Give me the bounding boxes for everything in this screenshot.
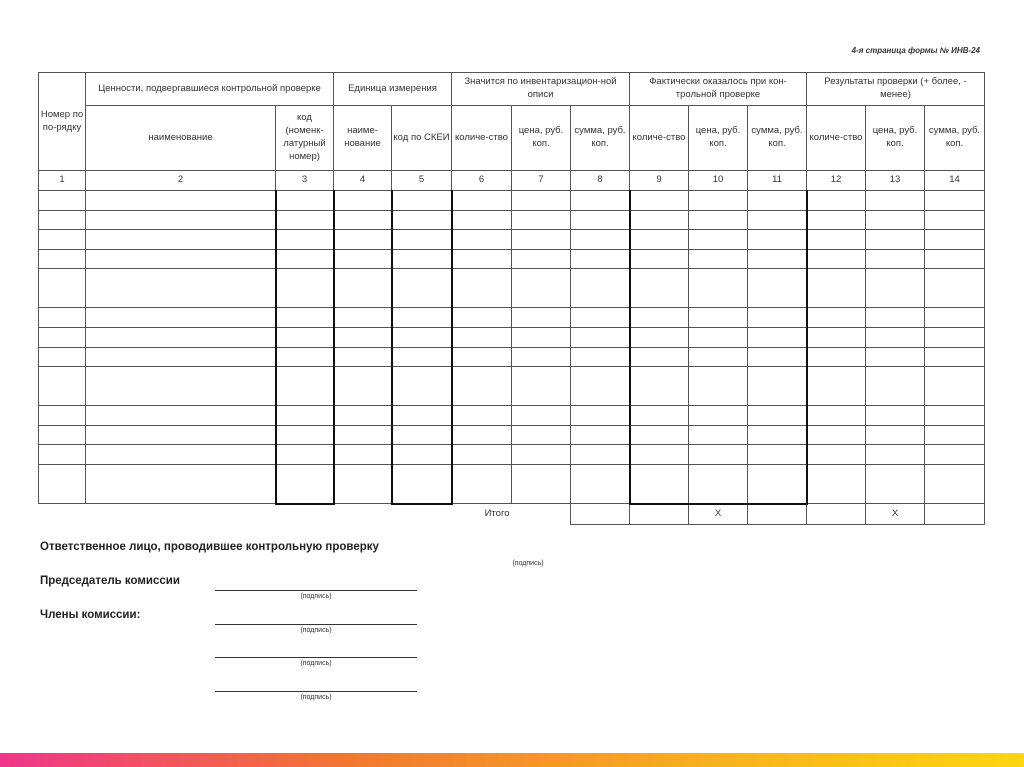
table-row — [39, 327, 985, 347]
table-cell[interactable] — [39, 464, 86, 504]
table-cell[interactable] — [392, 230, 452, 250]
table-cell[interactable] — [689, 191, 748, 211]
table-cell[interactable] — [86, 308, 276, 328]
table-cell[interactable] — [571, 308, 630, 328]
table-cell[interactable] — [334, 308, 392, 328]
table-cell[interactable] — [807, 230, 866, 250]
table-cell[interactable] — [39, 367, 86, 406]
column-number: 14 — [925, 171, 985, 191]
table-row — [39, 269, 985, 308]
table-cell[interactable] — [748, 249, 807, 269]
table-cell[interactable] — [748, 445, 807, 465]
table-cell[interactable] — [571, 269, 630, 308]
table-cell[interactable] — [452, 425, 512, 445]
table-cell[interactable] — [452, 308, 512, 328]
header-res-sum: сумма, руб. коп. — [925, 106, 985, 171]
header-act-quantity: количе-ство — [630, 106, 689, 171]
table-cell[interactable] — [748, 269, 807, 308]
table-cell[interactable] — [925, 249, 985, 269]
table-cell[interactable] — [452, 191, 512, 211]
table-cell[interactable] — [866, 367, 925, 406]
table-cell[interactable] — [571, 425, 630, 445]
table-cell[interactable] — [512, 445, 571, 465]
table-row — [39, 425, 985, 445]
table-cell[interactable] — [276, 269, 334, 308]
table-cell[interactable] — [452, 464, 512, 504]
table-cell[interactable] — [866, 464, 925, 504]
header-code: код (номенк-латурный номер) — [276, 106, 334, 171]
table-cell[interactable] — [86, 327, 276, 347]
column-number: 3 — [276, 171, 334, 191]
table-cell[interactable] — [512, 308, 571, 328]
table-row — [39, 210, 985, 230]
member-signature-line[interactable] — [215, 643, 417, 658]
table-cell[interactable] — [925, 327, 985, 347]
column-number: 2 — [86, 171, 276, 191]
table-cell[interactable] — [276, 406, 334, 426]
table-cell[interactable] — [807, 269, 866, 308]
table-cell[interactable] — [630, 367, 689, 406]
header-unit: Единица измерения — [334, 73, 452, 106]
table-cell[interactable] — [86, 249, 276, 269]
header-row-number: Номер по по-рядку — [39, 73, 86, 171]
signature-caption: (подпись) — [300, 694, 332, 701]
table-cell[interactable] — [452, 327, 512, 347]
header-res-price: цена, руб. коп. — [866, 106, 925, 171]
table-cell[interactable] — [39, 425, 86, 445]
table-cell[interactable] — [276, 191, 334, 211]
signature-caption: (подпись) — [300, 593, 332, 600]
signature-caption: (подпись) — [300, 627, 332, 634]
table-cell[interactable] — [866, 406, 925, 426]
table-cell[interactable] — [512, 406, 571, 426]
table-cell[interactable] — [392, 327, 452, 347]
table-cell[interactable] — [689, 464, 748, 504]
table-cell[interactable] — [392, 347, 452, 367]
table-cell[interactable] — [630, 464, 689, 504]
table-cell[interactable] — [452, 230, 512, 250]
table-cell[interactable] — [689, 367, 748, 406]
table-cell[interactable] — [512, 269, 571, 308]
table-cell[interactable] — [392, 210, 452, 230]
signature-caption: (подпись) — [300, 660, 332, 667]
table-cell[interactable] — [276, 308, 334, 328]
table-cell[interactable] — [807, 347, 866, 367]
table-cell[interactable] — [334, 249, 392, 269]
table-cell[interactable] — [571, 347, 630, 367]
table-cell[interactable] — [748, 406, 807, 426]
table-cell[interactable] — [512, 230, 571, 250]
table-cell[interactable] — [925, 210, 985, 230]
table-cell[interactable] — [807, 191, 866, 211]
table-cell[interactable] — [866, 191, 925, 211]
column-numbers-row — [39, 171, 985, 191]
table-row — [39, 367, 985, 406]
table-cell[interactable] — [748, 327, 807, 347]
table-row — [39, 445, 985, 465]
table-cell[interactable] — [334, 191, 392, 211]
table-cell[interactable] — [276, 210, 334, 230]
table-cell[interactable] — [392, 191, 452, 211]
table-cell[interactable] — [276, 367, 334, 406]
table-cell[interactable] — [452, 406, 512, 426]
table-cell[interactable] — [452, 445, 512, 465]
table-cell[interactable] — [276, 445, 334, 465]
table-cell[interactable] — [807, 327, 866, 347]
table-row — [39, 347, 985, 367]
table-cell[interactable] — [86, 191, 276, 211]
table-cell[interactable] — [86, 445, 276, 465]
total-cell[interactable] — [630, 504, 689, 525]
table-cell[interactable] — [39, 269, 86, 308]
table-cell[interactable] — [276, 425, 334, 445]
table-cell[interactable] — [571, 230, 630, 250]
table-row — [39, 191, 985, 211]
table-cell[interactable] — [925, 308, 985, 328]
column-number: 4 — [334, 171, 392, 191]
table-cell[interactable] — [748, 230, 807, 250]
table-cell[interactable] — [630, 269, 689, 308]
table-cell[interactable] — [807, 308, 866, 328]
table-cell[interactable] — [689, 347, 748, 367]
table-cell[interactable] — [630, 445, 689, 465]
table-cell[interactable] — [748, 210, 807, 230]
inventory-check-table — [38, 72, 985, 525]
table-cell[interactable] — [276, 464, 334, 504]
table-cell[interactable] — [807, 445, 866, 465]
column-number: 1 — [39, 171, 86, 191]
table-cell[interactable] — [334, 445, 392, 465]
table-cell[interactable] — [334, 327, 392, 347]
table-cell[interactable] — [452, 347, 512, 367]
table-cell[interactable] — [392, 249, 452, 269]
table-cell[interactable] — [571, 249, 630, 269]
table-cell[interactable] — [334, 406, 392, 426]
header-inv-quantity: количе-ство — [452, 106, 512, 171]
table-cell[interactable] — [630, 230, 689, 250]
column-number: 6 — [452, 171, 512, 191]
table-cell[interactable] — [512, 425, 571, 445]
table-cell[interactable] — [39, 230, 86, 250]
table-cell[interactable] — [86, 406, 276, 426]
table-cell[interactable] — [807, 406, 866, 426]
form-title: 4-я страница формы № ИНВ-24 — [851, 46, 980, 55]
table-cell[interactable] — [452, 269, 512, 308]
table-cell[interactable] — [512, 249, 571, 269]
table-cell[interactable] — [392, 406, 452, 426]
table-cell[interactable] — [748, 464, 807, 504]
table-cell[interactable] — [39, 406, 86, 426]
header-unit-name: наиме-нование — [334, 106, 392, 171]
table-cell[interactable] — [689, 230, 748, 250]
table-cell[interactable] — [571, 210, 630, 230]
table-row — [39, 308, 985, 328]
member-signature-line[interactable] — [215, 677, 417, 692]
table-cell[interactable] — [392, 367, 452, 406]
table-row — [39, 464, 985, 504]
table-cell[interactable] — [512, 464, 571, 504]
table-cell[interactable] — [925, 464, 985, 504]
table-cell[interactable] — [39, 191, 86, 211]
table-cell[interactable] — [392, 445, 452, 465]
table-cell[interactable] — [807, 464, 866, 504]
table-cell[interactable] — [86, 269, 276, 308]
table-cell[interactable] — [512, 347, 571, 367]
table-cell[interactable] — [512, 327, 571, 347]
table-cell[interactable] — [276, 347, 334, 367]
table-cell[interactable] — [689, 249, 748, 269]
table-cell[interactable] — [807, 210, 866, 230]
table-body — [39, 191, 985, 504]
table-cell[interactable] — [39, 210, 86, 230]
table-cell[interactable] — [39, 445, 86, 465]
table-cell[interactable] — [630, 191, 689, 211]
column-number: 7 — [512, 171, 571, 191]
header-inv-price: цена, руб. коп. — [512, 106, 571, 171]
table-cell[interactable] — [866, 249, 925, 269]
table-cell[interactable] — [689, 425, 748, 445]
table-cell[interactable] — [748, 347, 807, 367]
table-cell[interactable] — [86, 425, 276, 445]
total-cell[interactable] — [571, 504, 630, 525]
table-cell[interactable] — [866, 445, 925, 465]
responsible-person-label: Ответственное лицо, проводившее контрольную проверку — [40, 541, 379, 553]
table-cell[interactable] — [866, 210, 925, 230]
table-cell[interactable] — [571, 191, 630, 211]
table-cell[interactable] — [334, 464, 392, 504]
table-cell[interactable] — [512, 367, 571, 406]
footer-gradient-bar — [0, 753, 1024, 767]
table-cell[interactable] — [748, 425, 807, 445]
table-cell[interactable] — [866, 327, 925, 347]
table-cell[interactable] — [86, 367, 276, 406]
header-act-price: цена, руб. коп. — [689, 106, 748, 171]
table-cell[interactable] — [748, 367, 807, 406]
table-cell[interactable] — [392, 425, 452, 445]
table-cell[interactable] — [571, 367, 630, 406]
header-okei-code: код по СКЕИ — [392, 106, 452, 171]
table-cell[interactable] — [452, 210, 512, 230]
table-cell[interactable] — [630, 347, 689, 367]
table-cell[interactable] — [571, 327, 630, 347]
table-cell[interactable] — [630, 249, 689, 269]
table-cell[interactable] — [86, 347, 276, 367]
member-signature-line[interactable] — [215, 610, 417, 625]
table-cell[interactable] — [39, 327, 86, 347]
table-cell[interactable] — [39, 249, 86, 269]
table-cell[interactable] — [571, 464, 630, 504]
table-cell[interactable] — [512, 210, 571, 230]
table-cell[interactable] — [334, 269, 392, 308]
table-cell[interactable] — [392, 269, 452, 308]
table-cell[interactable] — [925, 191, 985, 211]
column-number: 12 — [807, 171, 866, 191]
total-mark: X — [689, 504, 748, 525]
table-cell[interactable] — [925, 347, 985, 367]
table-cell[interactable] — [39, 308, 86, 328]
header-valuables: Ценности, подвергавшиеся контрольной проверке — [86, 73, 334, 106]
table-cell[interactable] — [86, 230, 276, 250]
table-cell[interactable] — [86, 464, 276, 504]
table-cell[interactable] — [334, 347, 392, 367]
table-cell[interactable] — [866, 269, 925, 308]
total-row — [39, 504, 985, 525]
column-number: 13 — [866, 171, 925, 191]
table-cell[interactable] — [925, 367, 985, 406]
table-cell[interactable] — [630, 210, 689, 230]
header-inv-sum: сумма, руб. коп. — [571, 106, 630, 171]
table-cell[interactable] — [39, 347, 86, 367]
table-cell[interactable] — [571, 445, 630, 465]
header-act-sum: сумма, руб. коп. — [748, 106, 807, 171]
table-cell[interactable] — [807, 249, 866, 269]
table-cell[interactable] — [807, 425, 866, 445]
table-cell[interactable] — [925, 269, 985, 308]
header-name: наименование — [86, 106, 276, 171]
table-cell[interactable] — [748, 191, 807, 211]
table-cell[interactable] — [276, 327, 334, 347]
column-number: 11 — [748, 171, 807, 191]
table-cell[interactable] — [689, 406, 748, 426]
table-cell[interactable] — [630, 308, 689, 328]
table-cell[interactable] — [689, 327, 748, 347]
header-inventory-list: Значится по инвентаризацион-ной описи — [452, 73, 630, 106]
total-mark: X — [866, 504, 925, 525]
table-cell[interactable] — [630, 327, 689, 347]
column-number: 8 — [571, 171, 630, 191]
table-cell[interactable] — [334, 230, 392, 250]
header-actual: Фактически оказалось при кон-трольной проверке — [630, 73, 807, 106]
table-cell[interactable] — [925, 406, 985, 426]
table-cell[interactable] — [630, 425, 689, 445]
table-cell[interactable] — [571, 406, 630, 426]
column-number: 9 — [630, 171, 689, 191]
table-cell[interactable] — [807, 367, 866, 406]
table-cell[interactable] — [630, 406, 689, 426]
table-cell[interactable] — [276, 249, 334, 269]
table-cell[interactable] — [866, 347, 925, 367]
table-cell[interactable] — [392, 464, 452, 504]
total-label: Итого — [484, 508, 510, 520]
table-cell[interactable] — [925, 445, 985, 465]
signature-caption: (подпись) — [512, 560, 544, 567]
chairman-label: Председатель комиссии — [40, 575, 180, 587]
table-row — [39, 230, 985, 250]
table-cell[interactable] — [689, 269, 748, 308]
table-cell[interactable] — [512, 191, 571, 211]
table-cell[interactable] — [925, 425, 985, 445]
table-cell[interactable] — [866, 230, 925, 250]
table-cell[interactable] — [392, 308, 452, 328]
table-cell[interactable] — [334, 367, 392, 406]
total-cell[interactable] — [748, 504, 807, 525]
table-cell[interactable] — [925, 230, 985, 250]
header-res-quantity: количе-ство — [807, 106, 866, 171]
column-number: 5 — [392, 171, 452, 191]
table-cell[interactable] — [689, 210, 748, 230]
table-cell[interactable] — [334, 425, 392, 445]
table-cell[interactable] — [334, 210, 392, 230]
table-cell[interactable] — [748, 308, 807, 328]
table-cell[interactable] — [689, 308, 748, 328]
header-results: Результаты проверки (+ более, - менее) — [807, 73, 985, 106]
table-cell[interactable] — [452, 249, 512, 269]
column-number: 10 — [689, 171, 748, 191]
chairman-signature-line[interactable] — [215, 576, 417, 591]
total-cell[interactable] — [807, 504, 866, 525]
table-cell[interactable] — [866, 425, 925, 445]
table-cell[interactable] — [86, 210, 276, 230]
table-row — [39, 406, 985, 426]
table-cell[interactable] — [689, 445, 748, 465]
table-row — [39, 249, 985, 269]
table-cell[interactable] — [452, 367, 512, 406]
table-cell[interactable] — [276, 230, 334, 250]
members-label: Члены комиссии: — [40, 609, 141, 621]
table-cell[interactable] — [866, 308, 925, 328]
total-cell[interactable] — [925, 504, 985, 525]
